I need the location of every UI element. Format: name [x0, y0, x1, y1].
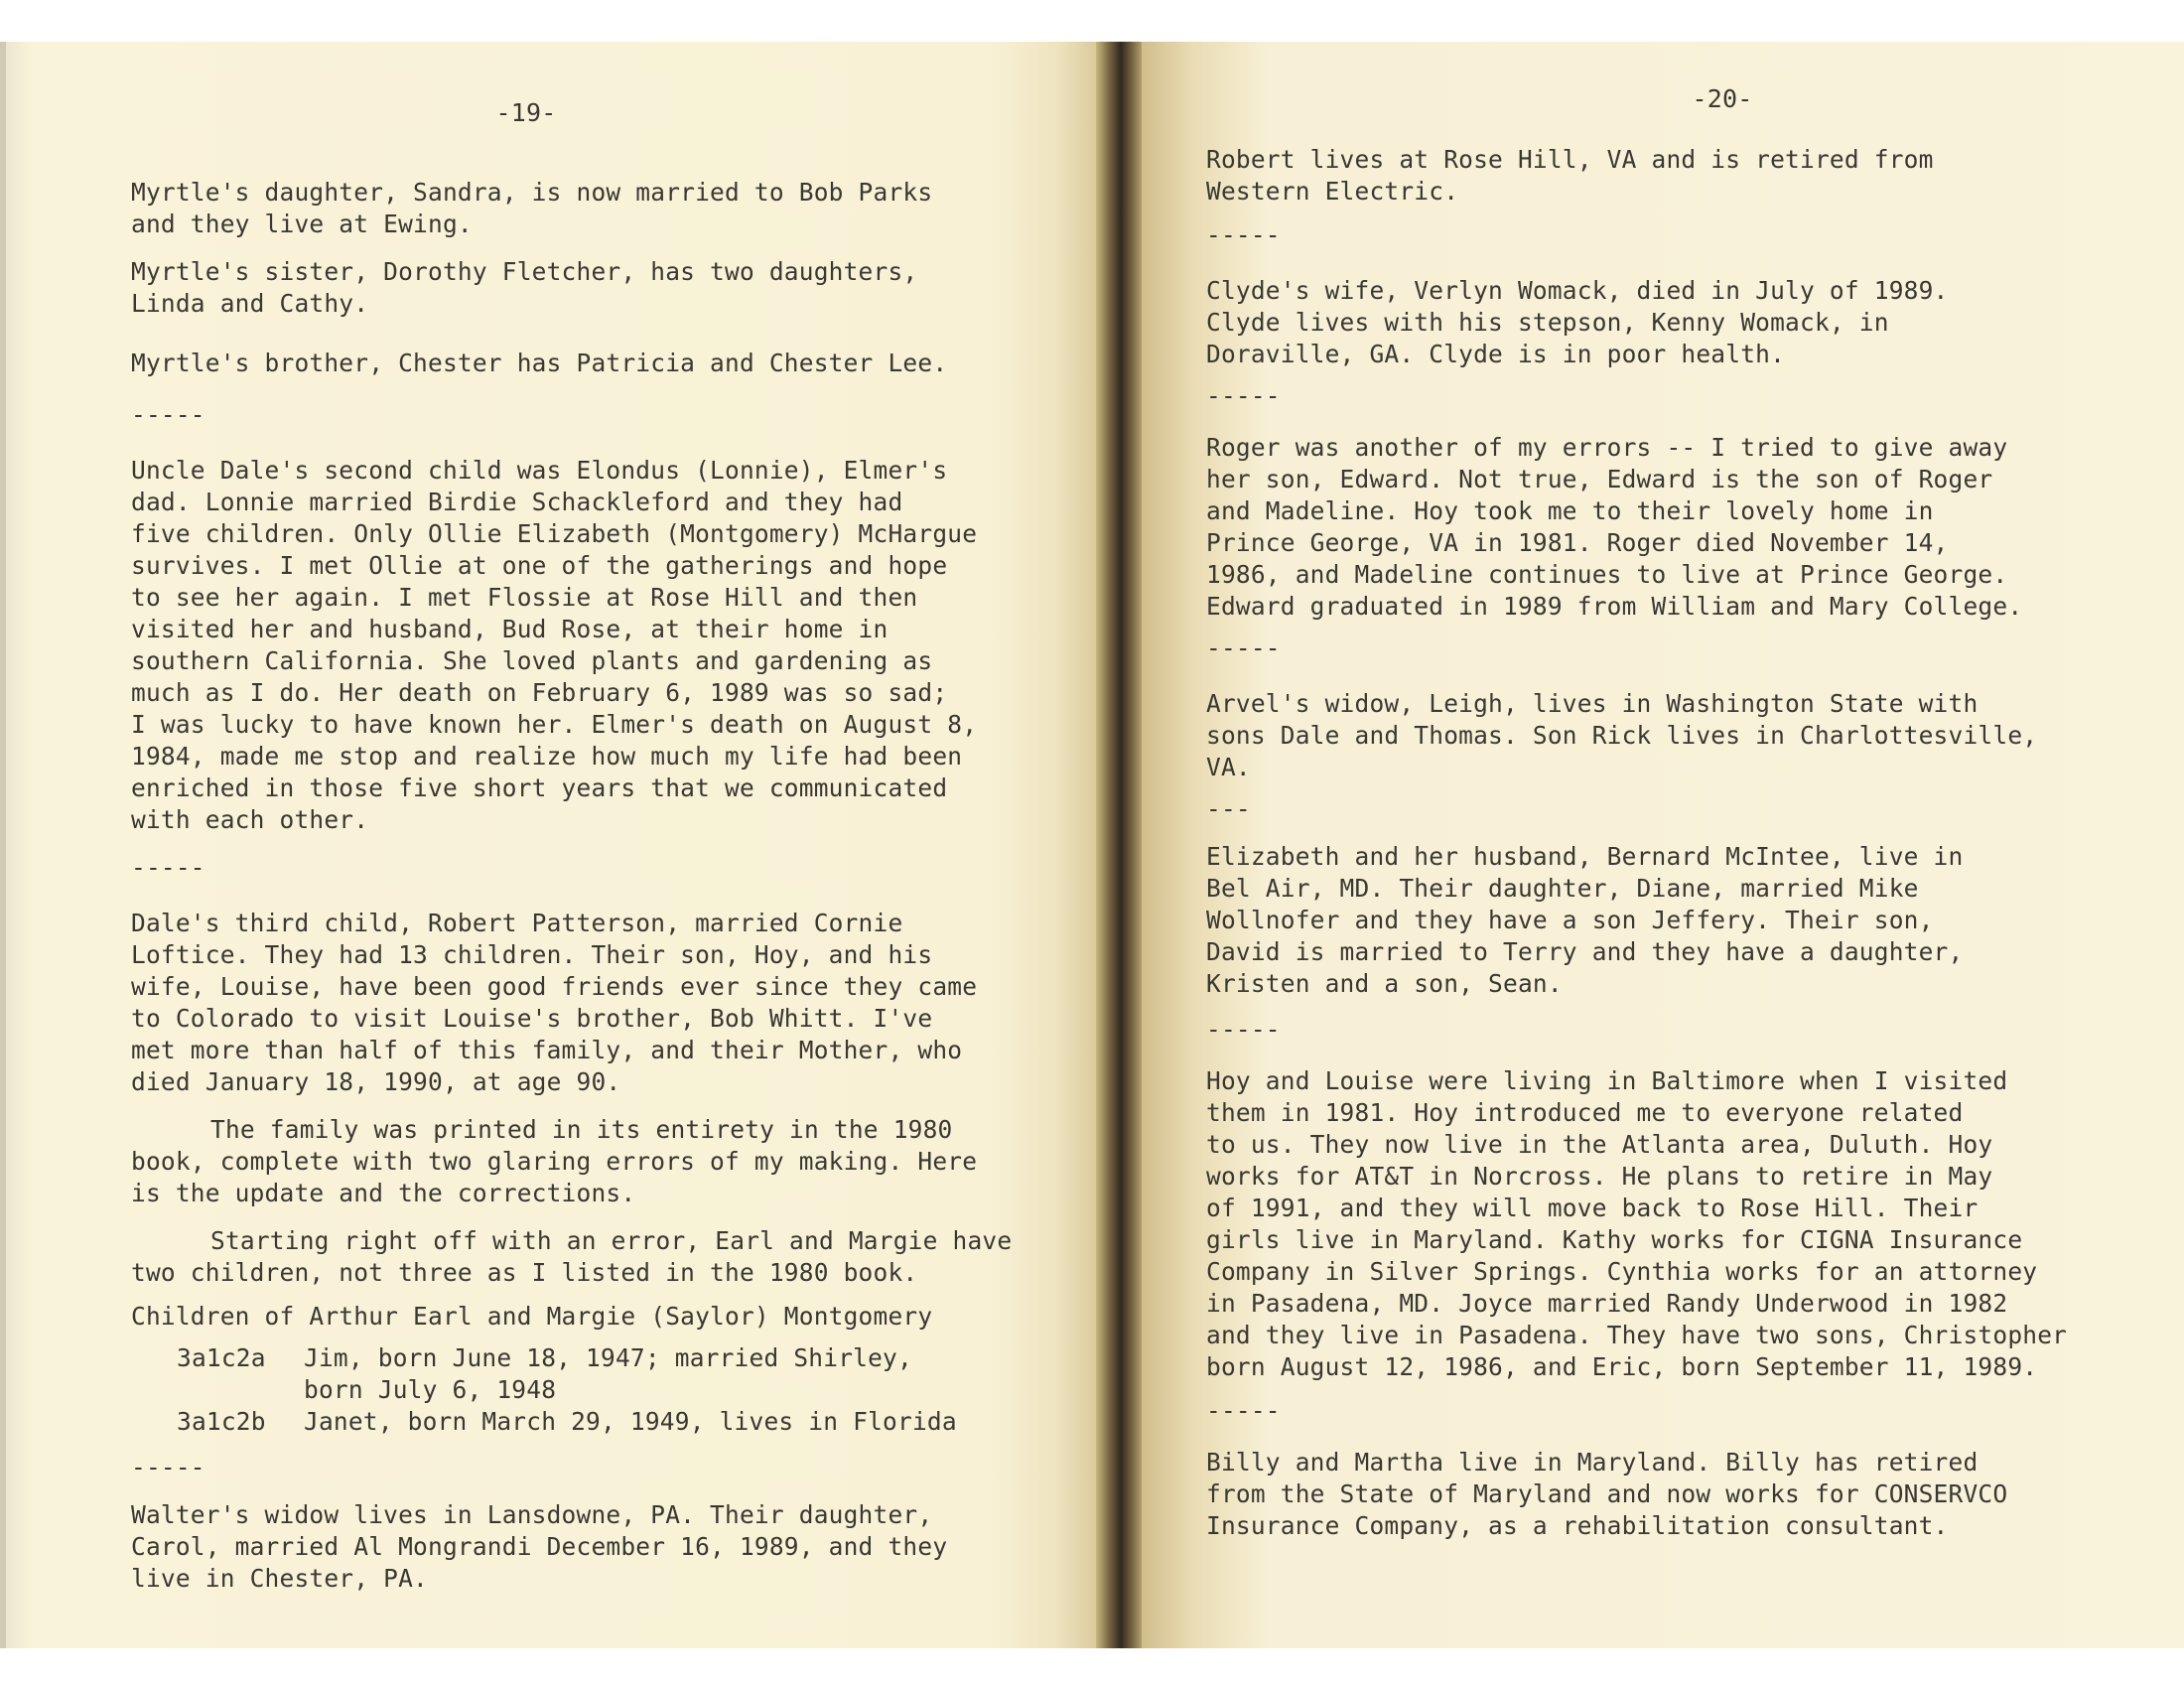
book-gutter [1096, 42, 1146, 1648]
section-separator: --- [1206, 794, 1251, 823]
right-page [1142, 42, 2184, 1648]
child-text: Janet, born March 29, 1949, lives in Florida [304, 1407, 957, 1436]
right-page-text [1206, 144, 2184, 1558]
paragraph: The family was printed in its entirety in the 1980 book, complete with two glaring errors of my making. Here is the update and the corrections. [131, 1115, 978, 1207]
left-page-text [131, 177, 1100, 1611]
paragraph: Myrtle's daughter, Sandra, is now married to Bob Parks and they live at Ewing. [131, 178, 933, 238]
page-edge [0, 42, 6, 1648]
child-text: Jim, born June 18, 1947; married Shirley, born July 6, 1948 [304, 1343, 912, 1404]
paragraph: Arvel's widow, Leigh, lives in Washington State with sons Dale and Thomas. Son Rick lives in Charlottesville, VA. [1206, 689, 2038, 781]
section-separator: ----- [131, 400, 205, 429]
page-number-left: -19- [495, 98, 557, 127]
left-page [0, 42, 1100, 1648]
paragraph: Clyde's wife, Verlyn Womack, died in July of 1989. Clyde lives with his stepson, Kenny Womack, in Doraville, GA. Clyde is in poor health. [1206, 276, 1949, 368]
paragraph: Billy and Martha live in Maryland. Billy has retired from the State of Maryland and now works for CONSERVCO Insurance Company, as a rehabilitation consultant. [1206, 1448, 2008, 1540]
paragraph: Robert lives at Rose Hill, VA and is retired from Western Electric. [1206, 145, 1934, 206]
section-separator: ----- [131, 853, 205, 882]
section-separator: ----- [1206, 1015, 1281, 1044]
open-book [0, 42, 2184, 1648]
child-code: 3a1c2b [177, 1407, 266, 1436]
paragraph: Hoy and Louise were living in Baltimore when I visited them in 1981. Hoy introduced me to everyone related to us. They now live in the Atlanta area, Duluth. Hoy works for AT&T in Norcross. He plans to retire in May of 1991, and they will move back to Rose Hill. Their girls live in Maryland. Kathy works for CIGNA Insurance Company in Silver Springs. Cynthia works for an attorney in Pasadena, MD. Joyce married Randy Underwood in 1982 and they live in Pasadena. They have two sons, Christopher born August 12, 1986, and Eric, born September 11, 1989. [1206, 1066, 2068, 1381]
section-separator: ----- [1206, 1396, 1281, 1425]
paragraph: Starting right off with an error, Earl and Margie have two children, not three as I listed in the 1980 book. [131, 1226, 1013, 1287]
section-separator: ----- [1206, 220, 1281, 249]
section-separator: ----- [1206, 633, 1281, 662]
paragraph: Uncle Dale's second child was Elondus (Lonnie), Elmer's dad. Lonnie married Birdie Schackleford and they had five children. Only Ollie Elizabeth (Montgomery) McHargue survives. I met Ollie at one of the gatherings and hope to see her again. I met Flossie at Rose Hill and then visited her and husband, Bud Rose, at their home in southern California. She loved plants and gardening as much as I do. Her death on February 6, 1989 was so sad; I was lucky to have known her. Elmer's death on August 8, 1984, made me stop and realize how much my life had been enriched in those five short years that we communicated with each other. [131, 456, 978, 834]
paragraph: Children of Arthur Earl and Margie (Saylor) Montgomery [131, 1302, 933, 1331]
section-separator: ----- [131, 1453, 205, 1481]
child-code: 3a1c2a [177, 1343, 266, 1372]
paragraph: Myrtle's sister, Dorothy Fletcher, has two daughters, Linda and Cathy. [131, 257, 918, 318]
list-item [131, 1406, 1100, 1438]
page-number-right: -20- [1692, 84, 1753, 113]
section-separator: ----- [1206, 381, 1281, 410]
paragraph: Walter's widow lives in Lansdowne, PA. Their daughter, Carol, married Al Mongrandi December 16, 1989, and they live in Chester, PA. [131, 1500, 948, 1593]
paragraph: Dale's third child, Robert Patterson, married Cornie Loftice. They had 13 children. Their son, Hoy, and his wife, Louise, have been good friends ever since they came to Colorado to visit Louise's brother, Bob Whitt. I've met more than half of this family, and their Mother, who died January 18, 1990, at age 90. [131, 909, 978, 1096]
list-item [131, 1342, 1100, 1406]
paragraph: Elizabeth and her husband, Bernard McIntee, live in Bel Air, MD. Their daughter, Diane, married Mike Wollnofer and they have a son Jeffery. Their son, David is married to Terry and they have a daughter, Kristen and a son, Sean. [1206, 842, 1964, 998]
paragraph: Roger was another of my errors -- I tried to give away her son, Edward. Not true, Edward is the son of Roger and Madeline. Hoy took me to their lovely home in Prince George, VA in 1981. Roger died November 14, 1986, and Madeline continues to live at Prince George. Edward graduated in 1989 from William and Mary College. [1206, 433, 2023, 621]
paragraph: Myrtle's brother, Chester has Patricia and Chester Lee. [131, 349, 948, 377]
